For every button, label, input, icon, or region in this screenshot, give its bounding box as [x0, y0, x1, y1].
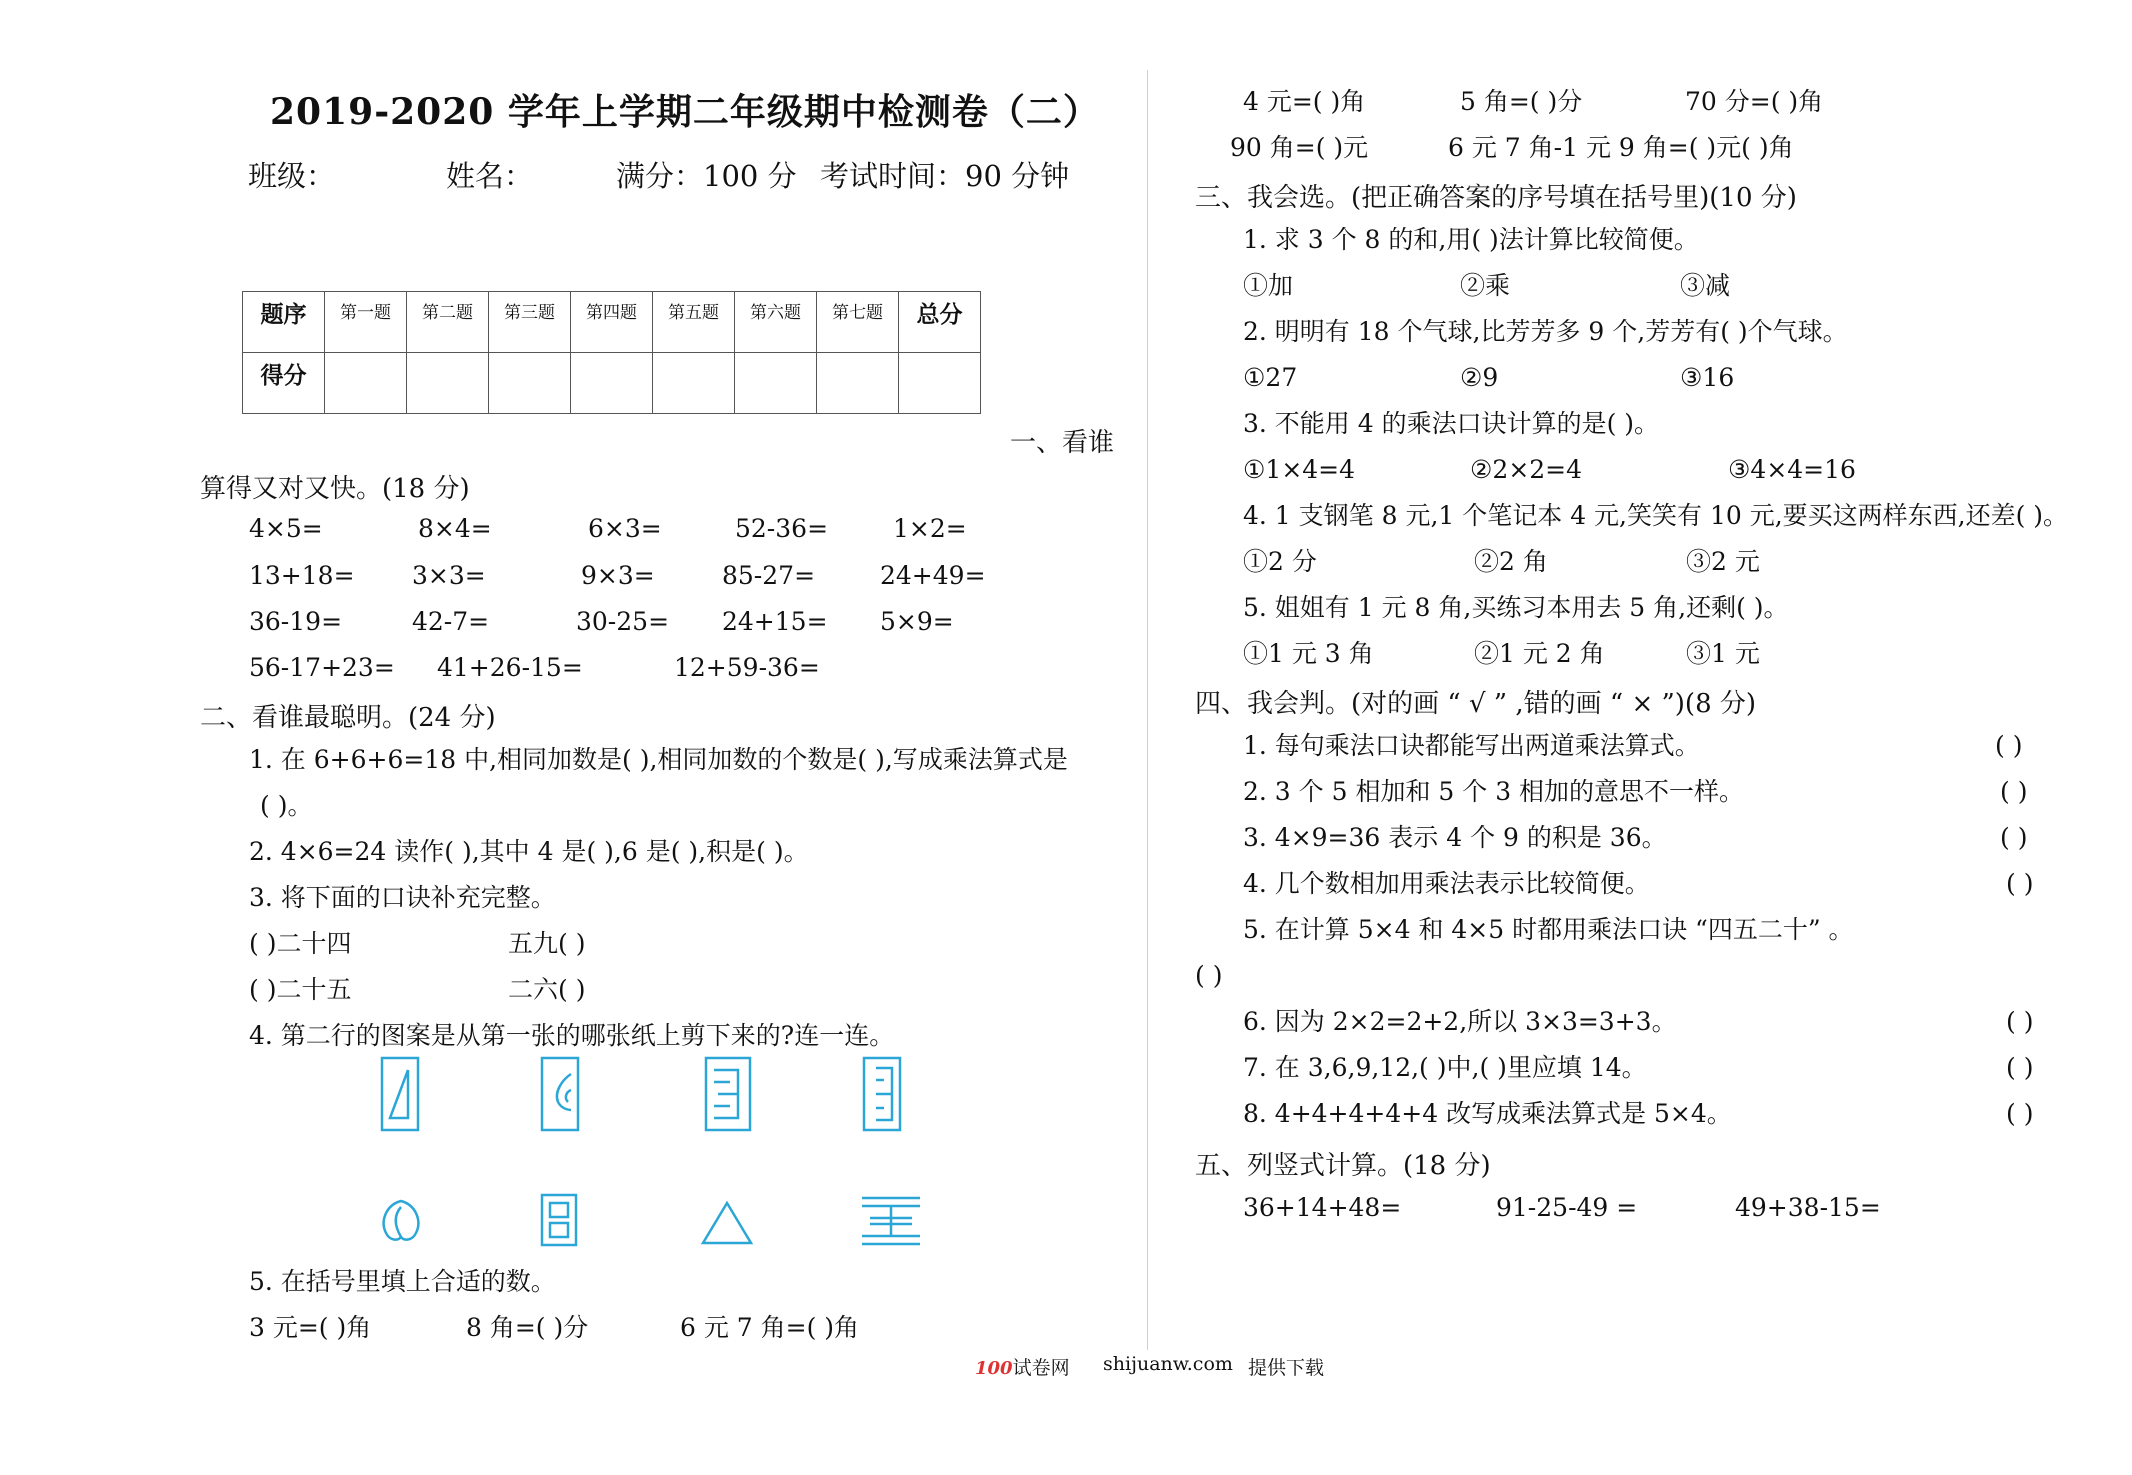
judge-answer-blank[interactable]: ( )	[2006, 1099, 2034, 1128]
calc-item: 42-7=	[412, 607, 490, 636]
money-conversion: 5 角=( )分	[1460, 87, 1583, 116]
judge-answer-blank[interactable]: ( )	[2006, 869, 2034, 898]
judge-answer-blank[interactable]: ( )	[2000, 777, 2028, 806]
judge-answer-blank[interactable]: ( )	[2000, 823, 2028, 852]
judge-answer-blank[interactable]: ( )	[1195, 961, 1223, 990]
judge-item: 7. 在 3,6,9,12,( )中,( )里应填 14。	[1243, 1053, 1647, 1082]
option: ③1 元	[1686, 639, 1760, 668]
money-conversion: 8 角=( )分	[466, 1313, 589, 1342]
question-3-1: 1. 求 3 个 8 的和,用( )法计算比较简便。	[1243, 225, 1699, 254]
peach-shape-icon	[378, 1195, 424, 1245]
section-2-title: 二、看谁最聪明。(24 分)	[200, 703, 496, 733]
option: ③减	[1680, 271, 1731, 300]
table-cell: 第四题	[571, 292, 653, 353]
score-input-cell[interactable]	[489, 353, 571, 414]
money-conversion: 6 元 7 角=( )角	[680, 1313, 860, 1342]
table-cell: 第一题	[325, 292, 407, 353]
paper-peach-icon	[540, 1056, 580, 1132]
option: ①1×4=4	[1243, 455, 1356, 484]
judge-item: 4. 几个数相加用乘法表示比较简便。	[1243, 869, 1650, 898]
calc-item: 6×3=	[588, 514, 662, 543]
question-3-4: 4. 1 支钢笔 8 元,1 个笔记本 4 元,笑笑有 10 元,要买这两样东西,还差( )。	[1243, 501, 2069, 530]
table-cell: 得分	[243, 353, 325, 414]
option: ③16	[1680, 363, 1735, 392]
column-divider	[1147, 70, 1148, 1350]
table-cell: 总分	[899, 292, 981, 353]
calc-item: 8×4=	[418, 514, 492, 543]
section-5-title: 五、列竖式计算。(18 分)	[1195, 1151, 1491, 1181]
question-2-2: 2. 4×6=24 读作( ),其中 4 是( ),6 是( ),积是( )。	[249, 837, 809, 866]
score-table-score-row	[243, 353, 981, 414]
judge-item: 8. 4+4+4+4+4 改写成乘法算式是 5×4。	[1243, 1099, 1732, 1128]
section-4-title: 四、我会判。(对的画 “ √ ” ,错的画 “ × ”)(8 分)	[1195, 689, 1757, 719]
calc-item: 24+15=	[722, 607, 828, 636]
option: ①2 分	[1243, 547, 1317, 576]
judge-answer-blank[interactable]: ( )	[2006, 1053, 2034, 1082]
calc-item: 30-25=	[576, 607, 670, 636]
question-2-1-cont: ( )。	[260, 791, 313, 820]
score-input-cell[interactable]	[899, 353, 981, 414]
paper-window-icon	[862, 1056, 902, 1132]
option: ①加	[1243, 271, 1294, 300]
judge-answer-blank[interactable]: ( )	[2006, 1007, 2034, 1036]
score-input-cell[interactable]	[325, 353, 407, 414]
mnemonic-blank: 二六( )	[508, 975, 586, 1004]
question-2-5: 5. 在括号里填上合适的数。	[249, 1267, 556, 1296]
table-cell: 题序	[243, 292, 325, 353]
vertical-calc-item: 49+38-15=	[1735, 1193, 1881, 1222]
question-2-4: 4. 第二行的图案是从第一张的哪张纸上剪下来的?连一连。	[249, 1021, 895, 1050]
page-title: 2019-2020 学年上学期二年级期中检测卷（二）	[270, 91, 1100, 133]
judge-item: 3. 4×9=36 表示 4 个 9 的积是 36。	[1243, 823, 1667, 852]
calc-item: 4×5=	[249, 514, 323, 543]
paper-triangle-icon	[380, 1056, 420, 1132]
question-2-3: 3. 将下面的口诀补充完整。	[249, 883, 556, 912]
table-cell: 第五题	[653, 292, 735, 353]
option: ①1 元 3 角	[1243, 639, 1374, 668]
score-input-cell[interactable]	[817, 353, 899, 414]
calc-item: 52-36=	[735, 514, 829, 543]
calc-item: 56-17+23=	[249, 653, 395, 682]
calc-item: 3×3=	[412, 561, 486, 590]
section-1-title-part1: 一、看谁	[1010, 428, 1115, 458]
section-3-title: 三、我会选。(把正确答案的序号填在括号里)(10 分)	[1195, 183, 1797, 213]
score-table-header-row	[243, 292, 981, 353]
question-3-3: 3. 不能用 4 的乘法口诀计算的是( )。	[1243, 409, 1660, 438]
footer-note: 提供下载	[1248, 1357, 1325, 1379]
section-1-title-part2: 算得又对又快。(18 分)	[200, 474, 470, 504]
mnemonic-blank: ( )二十五	[249, 975, 352, 1004]
table-cell: 第六题	[735, 292, 817, 353]
triangle-shape-icon	[700, 1200, 754, 1246]
brand-name: 试卷网	[1012, 1357, 1070, 1379]
option: ②2×2=4	[1470, 455, 1583, 484]
question-3-5: 5. 姐姐有 1 元 8 角,买练习本用去 5 角,还剩( )。	[1243, 593, 1789, 622]
calc-item: 9×3=	[581, 561, 655, 590]
score-input-cell[interactable]	[407, 353, 489, 414]
option: ①27	[1243, 363, 1298, 392]
table-cell: 第三题	[489, 292, 571, 353]
calc-item: 12+59-36=	[674, 653, 820, 682]
vertical-calc-item: 36+14+48=	[1243, 1193, 1402, 1222]
mnemonic-blank: 五九( )	[508, 929, 586, 958]
option: ③2 元	[1686, 547, 1760, 576]
full-score-label: 满分：100 分	[616, 159, 797, 193]
option: ②2 角	[1474, 547, 1548, 576]
money-conversion: 70 分=( )角	[1685, 87, 1824, 116]
brand-logo-icon: 100	[975, 1358, 1013, 1379]
calc-item: 24+49=	[880, 561, 986, 590]
mnemonic-blank: ( )二十四	[249, 929, 352, 958]
calc-item: 13+18=	[249, 561, 355, 590]
score-input-cell[interactable]	[735, 353, 817, 414]
judge-item: 2. 3 个 5 相加和 5 个 3 相加的意思不一样。	[1243, 777, 1745, 806]
score-input-cell[interactable]	[571, 353, 653, 414]
money-conversion: 3 元=( )角	[249, 1313, 372, 1342]
calc-item: 41+26-15=	[437, 653, 583, 682]
calc-item: 5×9=	[880, 607, 954, 636]
name-label: 姓名：	[446, 159, 534, 193]
exam-time-label: 考试时间：90 分钟	[820, 159, 1070, 193]
money-conversion: 90 角=( )元	[1230, 133, 1369, 162]
question-3-2: 2. 明明有 18 个气球,比芳芳多 9 个,芳芳有( )个气球。	[1243, 317, 1848, 346]
option: ③4×4=16	[1728, 455, 1856, 484]
class-label: 班级：	[248, 159, 336, 193]
comb-shape-icon	[860, 1194, 922, 1248]
option: ②9	[1460, 363, 1499, 392]
option: ②1 元 2 角	[1474, 639, 1605, 668]
money-conversion: 6 元 7 角-1 元 9 角=( )元( )角	[1448, 133, 1794, 162]
option: ②乘	[1460, 271, 1511, 300]
judge-answer-blank[interactable]: ( )	[1995, 731, 2023, 760]
footer-site[interactable]: shijuanw.com	[1103, 1353, 1233, 1375]
table-cell: 第七题	[817, 292, 899, 353]
vertical-calc-item: 91-25-49 =	[1496, 1193, 1638, 1222]
calc-item: 36-19=	[249, 607, 343, 636]
footer-brand	[975, 1353, 1070, 1380]
question-2-1: 1. 在 6+6+6=18 中,相同加数是( ),相同加数的个数是( ),写成乘法算式是	[249, 745, 1068, 774]
score-input-cell[interactable]	[653, 353, 735, 414]
score-table	[242, 291, 981, 414]
window-shape-icon	[540, 1193, 578, 1247]
judge-item: 5. 在计算 5×4 和 4×5 时都用乘法口诀 “四五二十” 。	[1243, 915, 1854, 944]
judge-item: 1. 每句乘法口诀都能写出两道乘法算式。	[1243, 731, 1700, 760]
judge-item: 6. 因为 2×2=2+2,所以 3×3=3+3。	[1243, 1007, 1677, 1036]
money-conversion: 4 元=( )角	[1243, 87, 1366, 116]
calc-item: 85-27=	[722, 561, 816, 590]
calc-item: 1×2=	[893, 514, 967, 543]
paper-comb-icon	[704, 1056, 752, 1132]
table-cell: 第二题	[407, 292, 489, 353]
